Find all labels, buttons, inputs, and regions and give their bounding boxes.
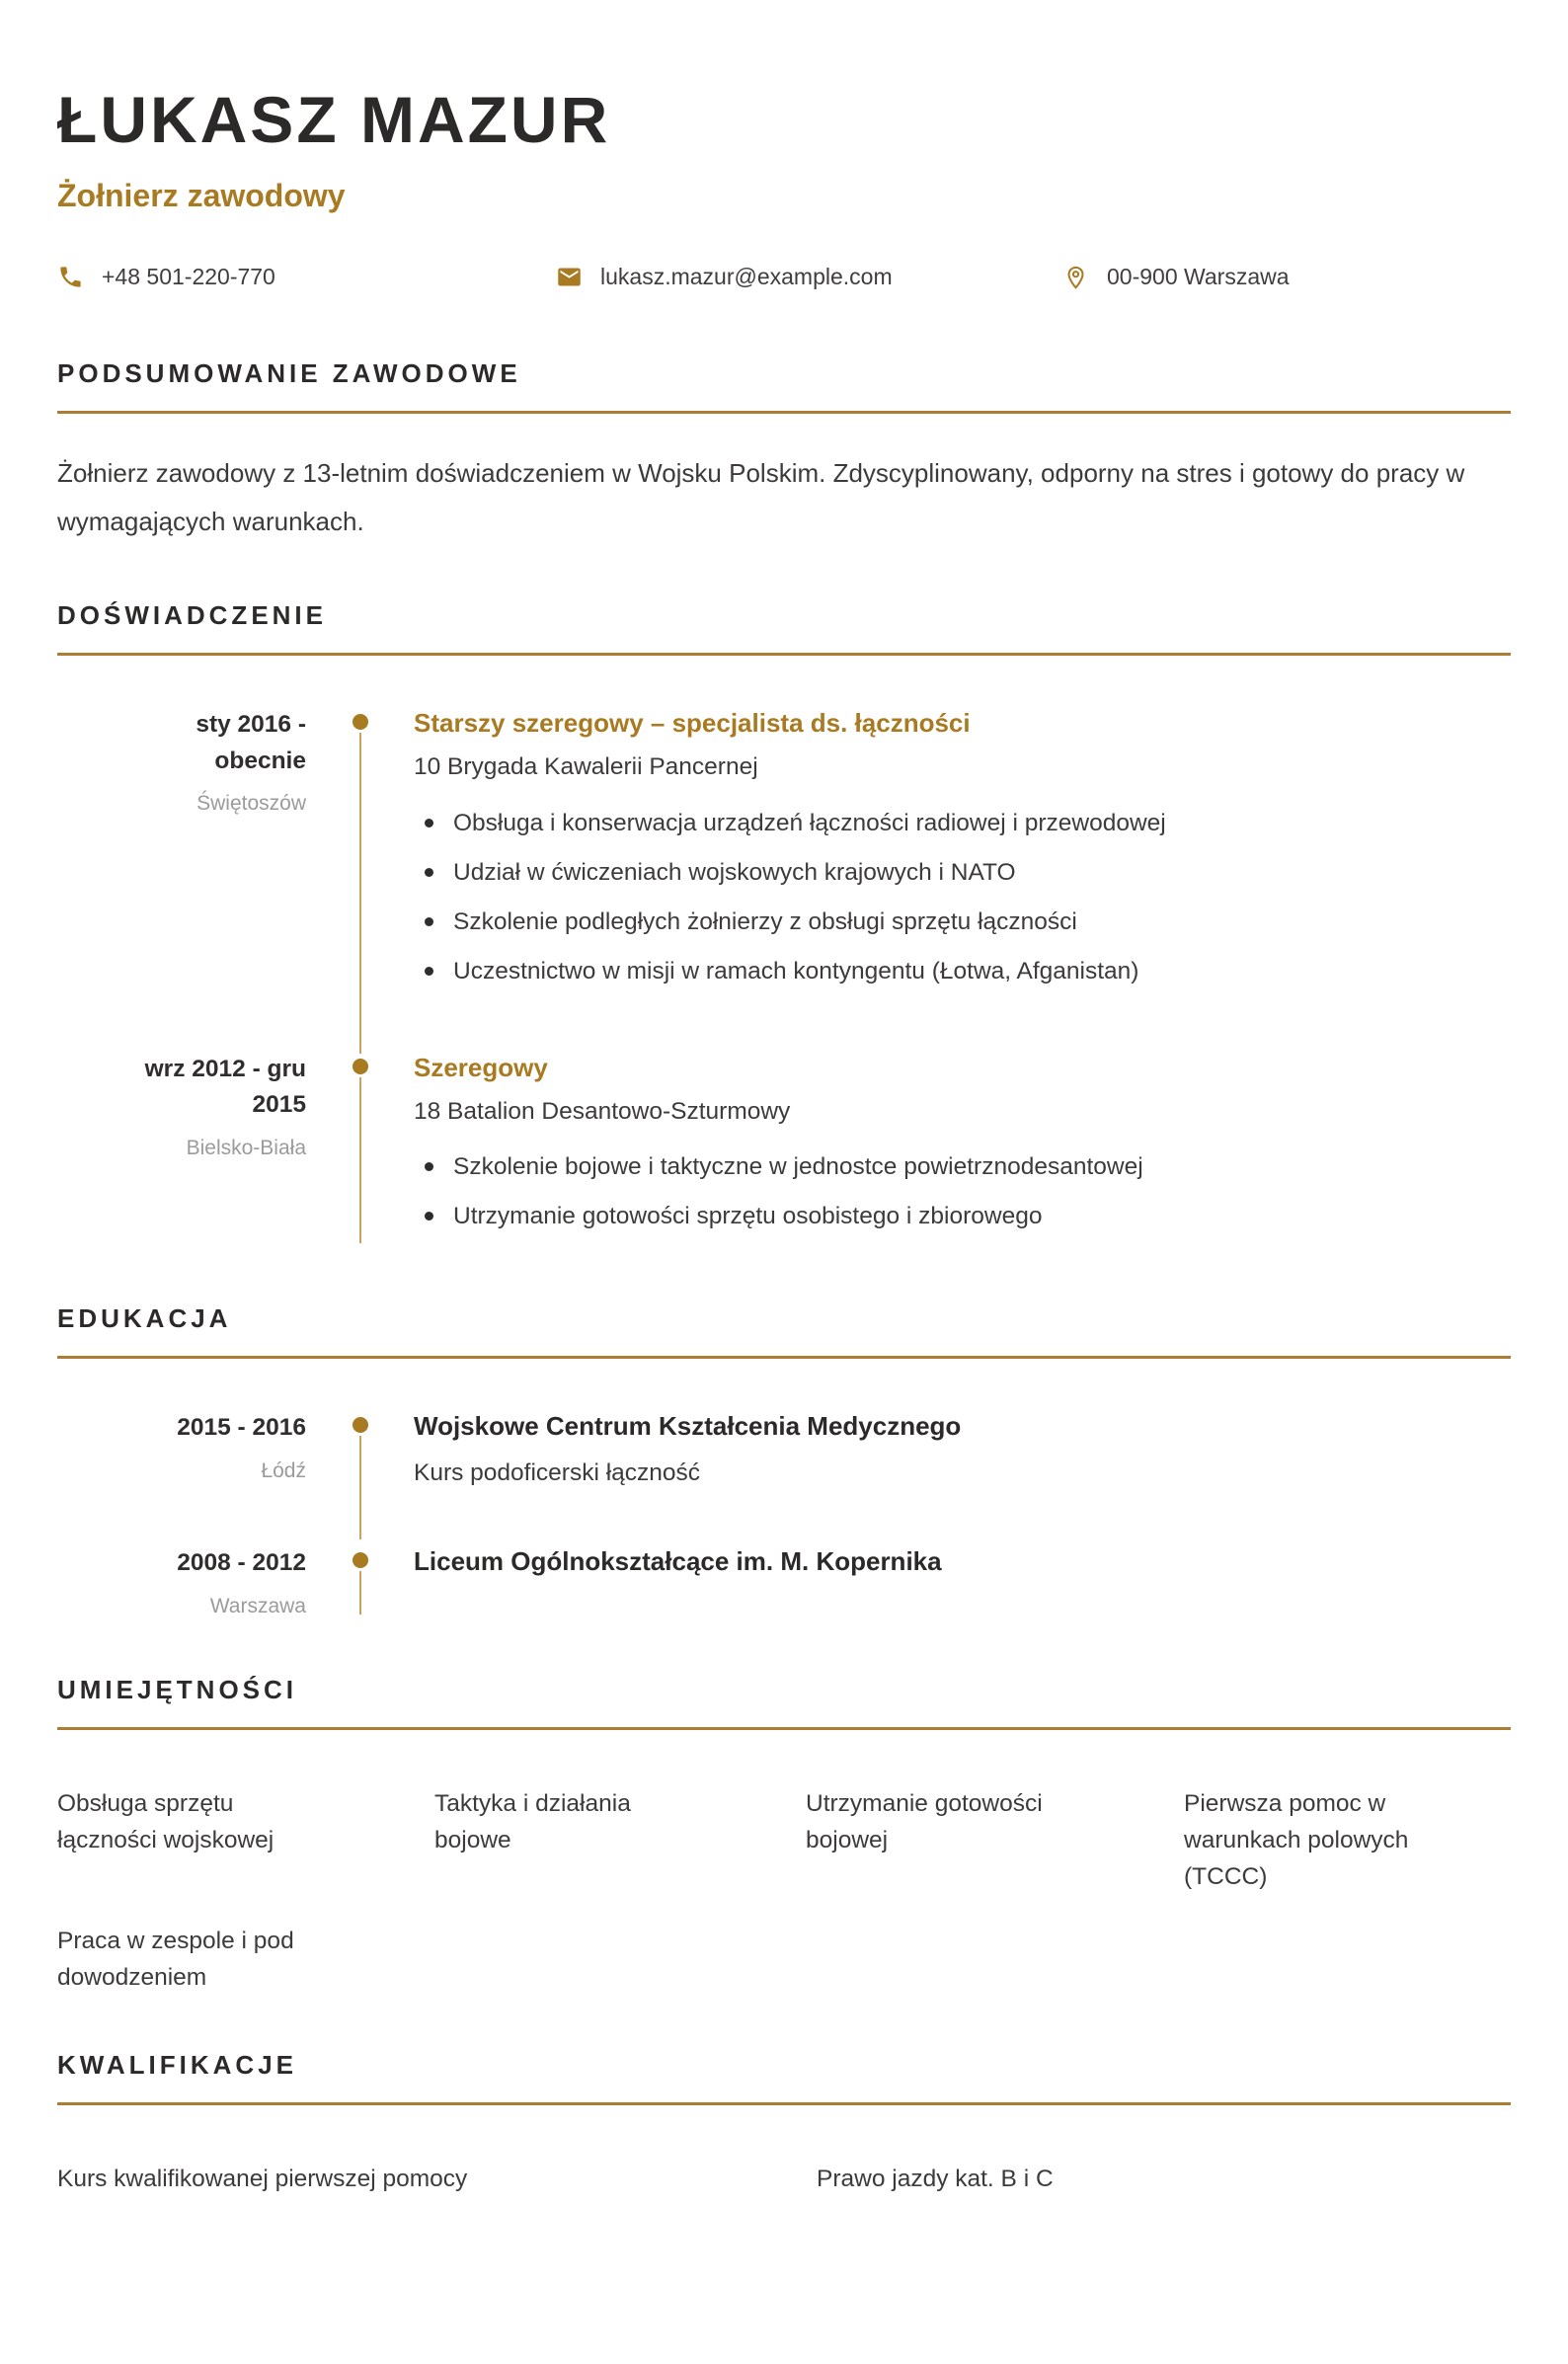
location: Świętoszów <box>196 792 306 816</box>
education-heading: EDUKACJA <box>57 1303 232 1334</box>
bullet-list <box>414 807 1511 987</box>
contact-text: +48 501-220-770 <box>102 264 275 289</box>
location: Bielsko-Biała <box>186 1137 306 1160</box>
bullet-item: Szkolenie bojowe i taktyczne w jednostce powietrznodesantowej <box>414 1150 1511 1183</box>
location-pin-icon <box>1062 264 1089 290</box>
role-title: Starszy szeregowy – specjalista ds. łączności <box>414 707 971 738</box>
school-name: Wojskowe Centrum Kształcenia Medycznego <box>414 1411 962 1442</box>
location: Łódź <box>261 1459 306 1483</box>
job-title: Żołnierz zawodowy <box>57 178 346 213</box>
experience-heading: DOŚWIADCZENIE <box>57 599 327 630</box>
contact-item <box>556 264 1062 290</box>
education-item <box>57 1545 1511 1620</box>
contact-text: lukasz.mazur@example.com <box>600 264 893 289</box>
education-dates <box>57 1545 306 1620</box>
person-name: ŁUKASZ MAZUR <box>57 83 611 156</box>
skill-item: Utrzymanie gotowości bojowej <box>806 1790 1043 1854</box>
skills-grid <box>57 1785 1511 1996</box>
skill-item: Praca w zespole i pod dowodzeniem <box>57 1928 294 1992</box>
timeline-line <box>359 733 361 1054</box>
date-range: sty 2016 - obecnie <box>196 710 306 774</box>
timeline <box>306 707 414 1004</box>
bullet-item: Obsługa i konserwacja urządzeń łączności radiowej i przewodowej <box>414 807 1511 839</box>
education-item <box>57 1410 1511 1490</box>
education-content <box>414 1545 1511 1620</box>
education-list <box>57 1410 1511 1620</box>
school-name: Liceum Ogólnokształcące im. M. Kopernika <box>414 1546 942 1577</box>
section-qualifications <box>57 2051 1511 2196</box>
experience-content <box>414 1052 1511 1250</box>
bullet-item: Uczestnictwo w misji w ramach kontyngentu (Łotwa, Afganistan) <box>414 955 1511 987</box>
organization: 18 Batalion Desantowo-Szturmowy <box>414 1098 791 1126</box>
date-range: 2015 - 2016 <box>177 1414 306 1442</box>
experience-content <box>414 707 1511 1004</box>
timeline-dot <box>353 1552 368 1568</box>
skill-item: Obsługa sprzętu łączności wojskowej <box>57 1790 274 1854</box>
qualification-item: Prawo jazdy kat. B i C <box>817 2165 1054 2192</box>
qualification-item: Kurs kwalifikowanej pierwszej pomocy <box>57 2165 468 2192</box>
timeline-line <box>359 1077 361 1244</box>
location: Warszawa <box>209 1594 306 1617</box>
contact-item <box>57 264 556 290</box>
timeline-dot <box>353 714 368 730</box>
timeline <box>306 1410 414 1490</box>
education-content <box>414 1410 1511 1490</box>
section-education <box>57 1304 1511 1620</box>
section-divider <box>57 1356 1511 1359</box>
section-skills <box>57 1676 1511 1996</box>
skill-item: Taktyka i działania bojowe <box>434 1790 631 1854</box>
organization: 10 Brygada Kawalerii Pancernej <box>414 753 758 781</box>
date-range: wrz 2012 - gru 2015 <box>144 1055 306 1119</box>
section-divider <box>57 1727 1511 1730</box>
experience-item <box>57 707 1511 1004</box>
section-divider <box>57 411 1511 414</box>
experience-item <box>57 1052 1511 1250</box>
resume-header <box>57 83 1511 290</box>
bullet-item: Szkolenie podległych żołnierzy z obsługi sprzętu łączności <box>414 906 1511 938</box>
summary-text: Żołnierz zawodowy z 13-letnim doświadczeniem w Wojsku Polskim. Zdyscyplinowany, odporny na stres i gotowy do pracy w wymagających warunkach. <box>57 457 1465 536</box>
skill-item: Pierwsza pomoc w warunkach polowych (TCCC) <box>1184 1790 1409 1891</box>
timeline <box>306 1052 414 1250</box>
contact-row <box>57 264 1511 290</box>
timeline-line <box>359 1436 361 1539</box>
phone-icon <box>57 264 84 290</box>
bullet-item: Utrzymanie gotowości sprzętu osobistego i zbiorowego <box>414 1200 1511 1232</box>
timeline <box>306 1545 414 1620</box>
envelope-icon <box>556 264 583 290</box>
timeline-dot <box>353 1059 368 1074</box>
course-detail: Kurs podoficerski łączność <box>414 1458 701 1486</box>
experience-dates <box>57 707 306 1004</box>
summary-heading: PODSUMOWANIE ZAWODOWE <box>57 358 521 388</box>
bullet-list <box>414 1150 1511 1232</box>
contact-text: 00-900 Warszawa <box>1107 264 1290 289</box>
section-divider <box>57 2102 1511 2105</box>
role-title: Szeregowy <box>414 1052 548 1082</box>
timeline-dot <box>353 1417 368 1433</box>
qualifications-heading: KWALIFIKACJE <box>57 2050 297 2081</box>
skills-heading: UMIEJĘTNOŚCI <box>57 1675 298 1705</box>
qualifications-grid <box>57 2163 1511 2196</box>
education-dates <box>57 1410 306 1490</box>
section-divider <box>57 653 1511 656</box>
bullet-item: Udział w ćwiczeniach wojskowych krajowych i NATO <box>414 856 1511 889</box>
section-summary <box>57 359 1511 546</box>
experience-list <box>57 707 1511 1250</box>
timeline-line <box>359 1571 361 1615</box>
contact-item <box>1062 264 1511 290</box>
date-range: 2008 - 2012 <box>177 1549 306 1577</box>
section-experience <box>57 601 1511 1249</box>
experience-dates <box>57 1052 306 1250</box>
